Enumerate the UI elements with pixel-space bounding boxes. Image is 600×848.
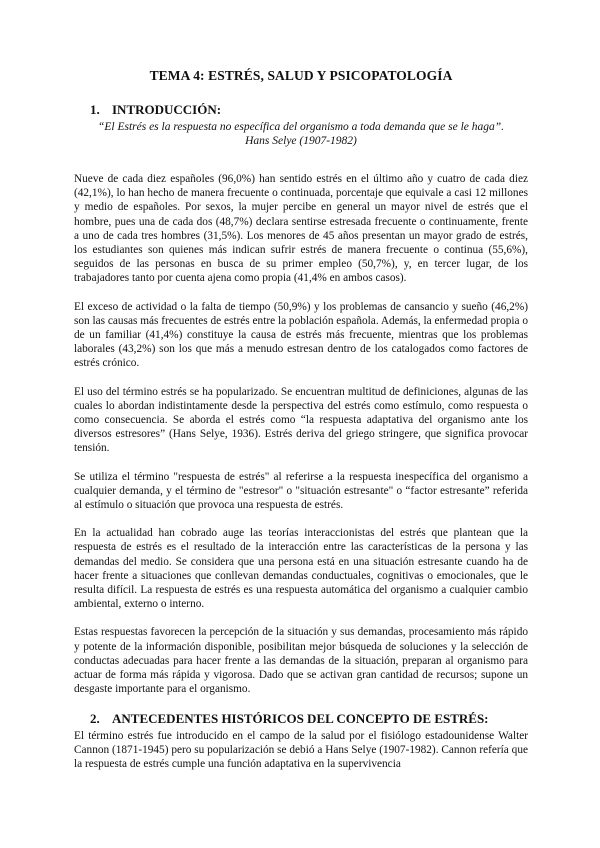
section-heading-text: ANTECEDENTES HISTÓRICOS DEL CONCEPTO DE ESTRÉS: [112, 710, 489, 726]
paragraph: El exceso de actividad o la falta de tiempo (50,9%) y los problemas de cansancio y sueño (46,2%) son las causas más frecuentes de estrés entre la población española. Además, la enfermedad propia o de un familiar (41,4%) constituye la causa de estrés más frecuente, mientras que los problemas laborales (43,2%) son los que más a menudo estresan dentro de los catalogados como factores de estrés crónico. [74, 300, 528, 370]
section-number: 2. [90, 710, 100, 726]
paragraph: Estas respuestas favorecen la percepción de la situación y sus demandas, procesamiento más rápido y potente de la información disponible, posibilitan mejor búsqueda de soluciones y la selección de conductas adecuadas para hacer frente a las demandas de la situación, preparan al organismo para actuar de forma más rápida y vigorosa. Dado que se activan gran cantidad de recursos; supone un desgaste importante para el organismo. [74, 626, 528, 696]
quote-text: “El Estrés es la respuesta no específica del organismo a toda demanda que se le haga”. [97, 121, 505, 133]
section-introduccion [74, 102, 528, 697]
paragraph: Se utiliza el término "respuesta de estrés" al referirse a la respuesta inespecífica del organismo a cualquier demanda, y el término de "estresor" o "situación estresante" o “factor estresante” referida al estímulo o situación que provoca una respuesta de estrés. [74, 470, 528, 512]
document-page [74, 68, 528, 785]
epigraph-quote [74, 120, 528, 148]
paragraph: El término estrés fue introducido en el campo de la salud por el fisiólogo estadounidense Walter Cannon (1871-1945) pero su popularización se debió a Hans Selye (1907-1982). Cannon refería que la respuesta de estrés cumple una función adaptativa en la supervivencia [74, 729, 528, 770]
paragraph: En la actualidad han cobrado auge las teorías interaccionistas del estrés que plantean que la respuesta de estrés es el resultado de la interacción entre las características de la persona y las demandas del medio. Se considera que una persona está en una situación estresante cuando ha de hacer frente a situaciones que conllevan demandas conductuales, cognitivas o emocionales, que le resulta difícil. La respuesta de estrés es una respuesta automática del organismo a cualquier cambio ambiental, externo o interno. [74, 527, 528, 611]
paragraph: Nueve de cada diez españoles (96,0%) han sentido estrés en el último año y cuatro de cada diez (42,1%), lo han hecho de manera frecuente o continuada, porcentaje que equivale a casi 12 millones y medio de españoles. Por sexos, la mujer percibe en general un mayor nivel de estrés que el hombre, pues una de cada dos (48,7%) declara sentirse estresada frecuente o continuamente, frente a uno de cada tres hombres (31,5%). Los menores de 45 años presentan un mayor grado de estrés, los estudiantes son quienes más indican sufrir estrés de manera frecuente o continua (55,6%), seguidos de las personas en busca de su primer empleo (50,7%), y, en tercer lugar, de los trabajadores tanto por cuenta ajena como propia (41,4% en ambos casos). [74, 173, 528, 285]
section-antecedentes [74, 711, 528, 772]
quote-author: Hans Selye (1907-1982) [245, 135, 357, 147]
section-heading [74, 102, 528, 118]
section-heading [74, 711, 528, 727]
paragraph: El uso del término estrés se ha popularizado. Se encuentran multitud de definiciones, algunas de las cuales lo abordan indistintamente desde la perspectiva del estrés como estímulo, como respuesta o como consecuencia. Se aborda el estrés como “la respuesta adaptativa del organismo ante los diversos estresores” (Hans Selye, 1936). Estrés deriva del griego stringere, que significa provocar tensión. [74, 385, 528, 455]
section-number: 1. [90, 102, 100, 117]
document-title: TEMA 4: ESTRÉS, SALUD Y PSICOPATOLOGÍA [149, 68, 453, 83]
section-heading-text: INTRODUCCIÓN: [112, 102, 222, 117]
